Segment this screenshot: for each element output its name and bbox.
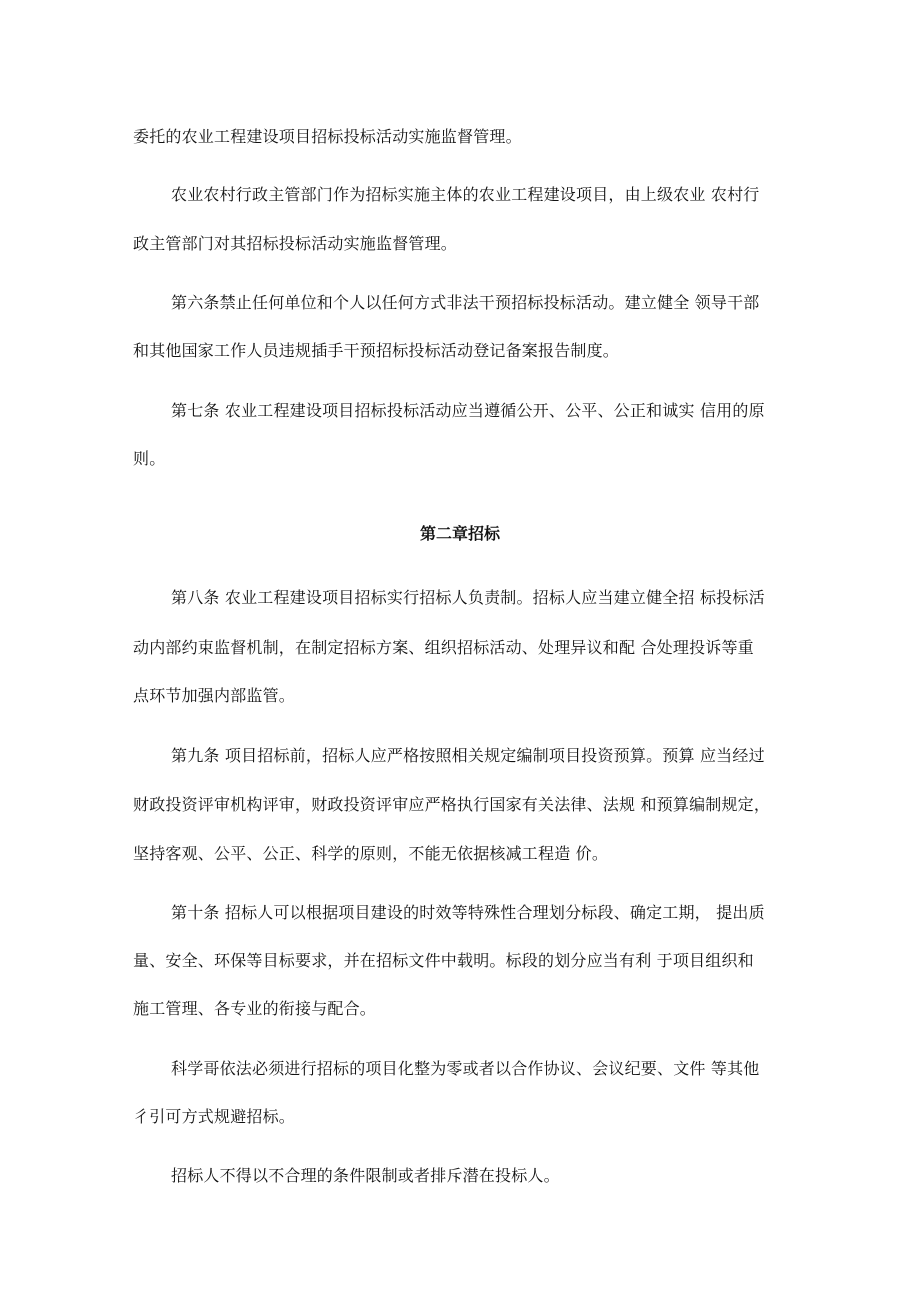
text-line: 委托的农业工程建设项目招标投标活动实施监督管理。	[133, 127, 522, 146]
text-line: 第八条 农业工程建设项目招标实行招标人负责制。招标人应当建立健全招 标投标活	[171, 588, 765, 607]
text-line: 第九条 项目招标前，招标人应严格按照相关规定编制项目投资预算。预算 应当经过	[171, 746, 765, 765]
text-line: 点环节加强内部监管。	[133, 686, 296, 705]
text-line: 招标人不得以不合理的条件限制或者排斥潜在投标人。	[171, 1166, 560, 1185]
text-line: 彳引可方式规避招标。	[133, 1107, 296, 1126]
text-line: 财政投资评审机构评审，财政投资评审应严格执行国家有关法律、法规 和预算编制规定，	[133, 795, 771, 814]
text-line: 和其他国家工作人员违规插手干预招标投标活动登记备案报告制度。	[133, 341, 620, 360]
text-line: 动内部约束监督机制，在制定招标方案、组织招标活动、处理异议和配 合处理投诉等重	[133, 638, 754, 657]
text-line: 第七条 农业工程建设项目招标投标活动应当遵循公开、公平、公正和诚实 信用的原	[171, 401, 765, 420]
text-line: 农业农村行政主管部门作为招标实施主体的农业工程建设项目，由上级农业 农村行	[171, 185, 760, 204]
text-line: 第六条禁止任何单位和个人以任何方式非法干预招标投标活动。建立健全 领导干部	[171, 293, 760, 312]
text-line: 施工管理、各专业的衔接与配合。	[133, 999, 377, 1018]
text-line: 量、安全、环保等目标要求，并在招标文件中载明。标段的划分应当有利 于项目组织和	[133, 951, 754, 970]
text-line: 政主管部门对其招标投标活动实施监督管理。	[133, 234, 458, 253]
chapter-heading: 第二章招标	[419, 524, 500, 543]
text-line: 坚持客观、公平、公正、科学的原则，不能无依据核减工程造 价。	[133, 844, 609, 863]
text-line: 第十条 招标人可以根据项目建设的时效等特殊性合理划分标段、确定工期， 提出质	[171, 903, 765, 922]
text-line: 则。	[133, 449, 166, 468]
text-line: 科学哥依法必须进行招标的项目化整为零或者以合作协议、会议纪要、文件 等其他	[171, 1059, 760, 1078]
